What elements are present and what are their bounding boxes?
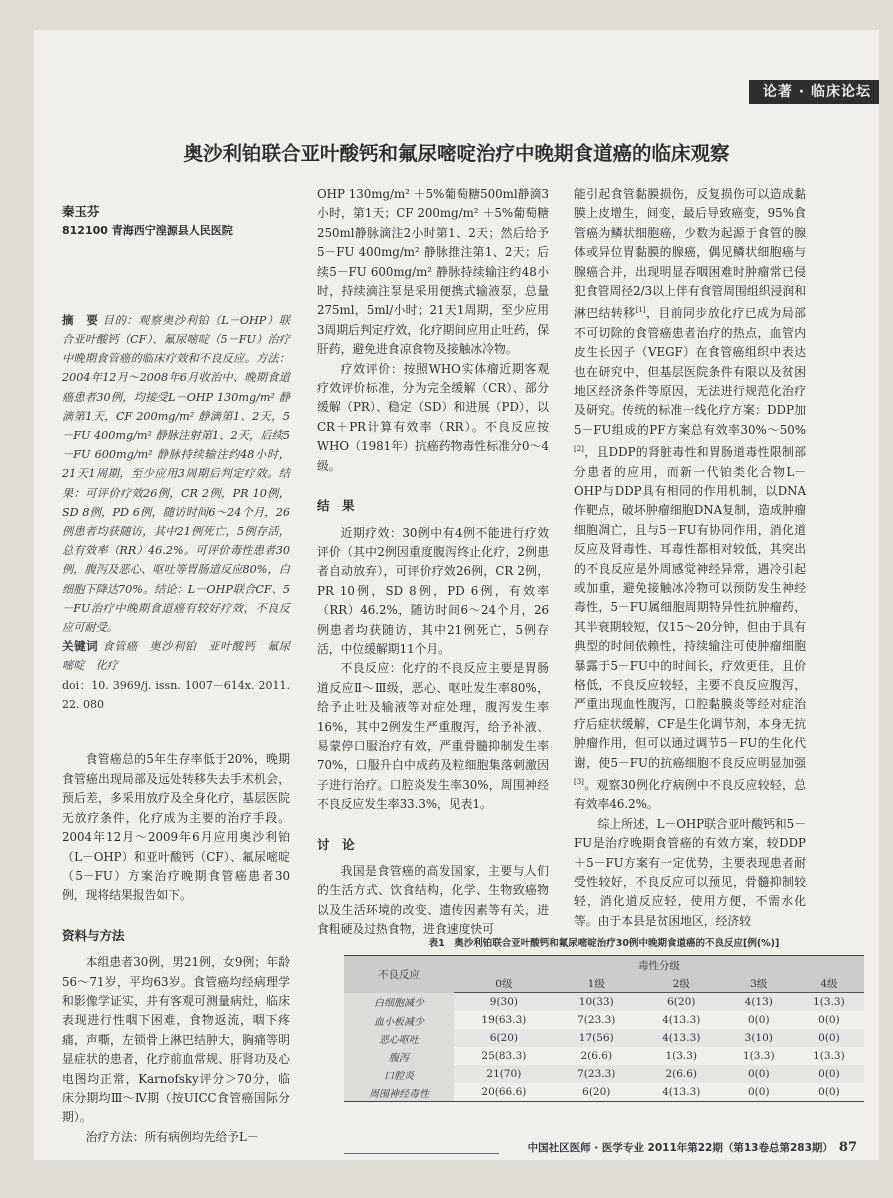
table-cell: 3(10) [724, 1029, 794, 1047]
citation-3: [3] [574, 778, 584, 787]
table-cell: 0(0) [818, 1014, 840, 1026]
keywords-label: 关键词 [62, 639, 99, 654]
discussion-paragraph-1: 我国是食管癌的高发国家，主要与人们的生活方式、饮食结构，化学、生物致癌物以及生活环境的改变、遗传因素等有关，进食粗硬及过热食物，进食速度快可 [317, 864, 549, 937]
table-row [344, 1011, 864, 1029]
table-cell: 17(56) [554, 1029, 639, 1047]
table-row [344, 1047, 864, 1065]
table-cell: 21(70) [454, 1065, 554, 1083]
table-cell: 0(0) [724, 1065, 794, 1083]
table-cell: 0(0) [794, 1065, 864, 1083]
results-paragraph-1: 近期疗效：30例中有4例不能进行疗效评价（其中2例因重度腹泻终止化疗，2例患者自动放弃），可评价疗效26例，CR 2例，PR 10例，SD 8例，PD 6例，有效率（RR）46.2%，随访时间6～24个月，26例患者均获随访，其中21例死亡，5例存活，中位缓解期11个月。 [317, 525, 549, 656]
discussion-paragraph-3: 综上所述，L－OHP联合亚叶酸钙和5－FU是治疗晚期食管癌的有效方案，较DDP＋5－FU方案有一定优势，主要表现患者耐受性较好，不良反应可以预见，骨髓抑制较轻，消化道反应轻，使用方便，不需水化等。由于本县是贫困地区，经济较 [574, 816, 806, 928]
grade-header: 0级 [454, 974, 554, 993]
table-row-label: 腹泻 [344, 1047, 454, 1065]
discussion-heading: 讨 论 [317, 836, 355, 852]
table-cell: 20(66.6) [454, 1083, 554, 1102]
journal-name: 中国社区医师 · 医学专业 2011年第22期（第13卷总第283期） [527, 1142, 833, 1154]
citation-1: [1] [635, 306, 646, 315]
left-column [62, 202, 290, 1147]
table-cell: 0(0) [724, 1083, 794, 1102]
article-title: 奥沙利铂联合亚叶酸钙和氟尿嘧啶治疗中晚期食道癌的临床观察 [183, 142, 730, 165]
table-cell: 1(3.3) [742, 1050, 775, 1062]
results-heading: 结 果 [317, 498, 355, 514]
table-cell: 7(23.3) [577, 1014, 616, 1026]
table-cell: 2(6.6) [639, 1065, 724, 1083]
table-cell: 6(20) [454, 1029, 554, 1047]
table-cell: 4(13.3) [639, 1029, 724, 1047]
methods-heading: 资料与方法 [62, 927, 125, 943]
table-caption: 表1 奥沙利铂联合亚叶酸钙和氟尿嘧啶治疗30例中晚期食道癌的不良反应[例(%)] [428, 938, 780, 949]
grade-header: 4级 [794, 974, 864, 993]
table-cell: 4(13.3) [662, 1014, 701, 1026]
right-column [574, 185, 806, 931]
page-footer [528, 1140, 857, 1155]
table-row-label: 血小板减少 [344, 1011, 454, 1029]
table-cell: 9(30) [454, 993, 554, 1012]
results-paragraph-2: 不良反应：化疗的不良反应主要是胃肠道反应Ⅱ～Ⅲ级，恶心、呕吐发生率80%，给予止吐及输液等对症处理，腹泻发生率16%，其中2例发生严重腹泻，给予补液、易蒙停口服治疗有效，严重骨髓抑制发生率70%，口服升白中成药及粒细胞集落刺激因子进行治疗。口腔炎发生率30%，周围神经不良反应发生率33.3%，见表1。 [317, 661, 549, 812]
intro-paragraph: 食管癌总的5年生存率低于20%，晚期食管癌出现局部及远处转移失去手术机会，预后差，多采用放疗及全身化疗，基层医院无放疗条件，化疗成为主要的治疗手段。2004年12月～2009年6月应用奥沙利铂（L－OHP）和亚叶酸钙（CF）、氟尿嘧啶（5－FU）方案治疗晚期食管癌患者30例，现将结果报告如下。 [62, 752, 290, 903]
table-cell: 4(13) [724, 993, 794, 1012]
methods-paragraph-1: 本组患者30例，男21例，女9例；年龄56～71岁，平均63岁。食管癌均经病理学和影像学证实，并有客观可测量病灶，临床表现进行性咽下困难，食物返流，咽下疼痛，声嘶，左锁骨上淋巴结肿大，胸痛等明显症状的患者，化疗前血常规、肝肾功及心电图均正常，Karnofsky评分＞70分，临床分期均Ⅲ～Ⅳ期（按UICC食管癌国际分期）。 [62, 955, 290, 1125]
table-row-label: 恶心呕吐 [344, 1029, 454, 1047]
table-cell: 0(0) [794, 1029, 864, 1047]
table-cell: 1(3.3) [813, 1050, 845, 1062]
table-cell: 25(83.3) [481, 1050, 527, 1062]
table-cell: 0(0) [794, 1083, 864, 1102]
methods-paragraph-3: 疗效评价：按照WHO实体瘤近期客观疗效评价标准，分为完全缓解（CR）、部分缓解（PR）、稳定（SD）和进展（PD），以CR＋PR计算有效率（RR）。不良反应按WHO（1981年）抗癌药物毒性标准分0～4级。 [317, 361, 549, 473]
abstract [62, 311, 290, 637]
abstract-text: 目的：观察奥沙利铂（L－OHP）联合亚叶酸钙（CF）、氟尿嘧啶（5－FU）治疗中晚期食管癌的临床疗效和不良反应。方法：2004年12月～2008年6月收治中、晚期食道癌患者30例，均接受L－OHP 130mg/m² 静滴第1天，CF 200mg/m² 静滴第1、2天，5－FU 400mg/m² 静脉注射第1、2天，后续5－FU 600mg/m² 静脉持续输注约48小时，21天1周期，至少应用3周期后判定疗效。结果：可评价疗效26例，CR 2例，PR 10例，SD 8例，PD 6例，随访时间6～24个月，26例患者均获随访，其中21例死亡，5例存活，总有效率（RR）46.2%。可评价毒性患者30例，腹泻及恶心、呕吐等胃肠道反应80%，白细胞下降达70%。结论：L－OHP联合CF、5－FU治疗中晚期食道癌有较好疗效，不良反应可耐受。 [62, 313, 291, 635]
footer-rule [344, 1153, 499, 1154]
grade-header: 3级 [724, 974, 794, 993]
keywords-text: 食管癌 奥沙利铂 亚叶酸钙 氟尿嘧啶 化疗 [62, 640, 290, 673]
table-cell: 0(0) [748, 1014, 770, 1026]
methods-paragraph-2-start: 治疗方法：所有病例均先给予L－ [85, 1129, 259, 1144]
table-row [344, 1065, 864, 1083]
section-tag: 论著 · 临床论坛 [749, 80, 879, 104]
table-row [344, 1083, 864, 1102]
table-cell: 1(3.3) [665, 1050, 698, 1062]
table-cell: 2(6.6) [580, 1050, 613, 1062]
abstract-label: 摘 要 [62, 312, 99, 327]
table-body [344, 993, 864, 1102]
citation-2: [2] [574, 445, 584, 454]
table-row-label: 口腔炎 [344, 1065, 454, 1083]
middle-column [317, 185, 549, 940]
grade-header: 2级 [639, 974, 724, 993]
table-row-label: 周围神经毒性 [344, 1083, 454, 1102]
grade-header: 1级 [554, 974, 639, 993]
author-affiliation: 812100 青海西宁湟源县人民医院 [62, 224, 233, 238]
journal-page [34, 30, 879, 1160]
table-cell: 4(13.3) [639, 1083, 724, 1102]
table-cell: 7(23.3) [554, 1065, 639, 1083]
adverse-reactions-table [344, 955, 864, 1102]
table-row-header: 不良反应 [344, 956, 454, 993]
table-group-header: 毒性分级 [454, 956, 864, 975]
table-cell: 1(3.3) [794, 993, 864, 1012]
table-row [344, 993, 864, 1012]
discussion-paragraph-1-cont: 能引起食管黏膜损伤，反复损伤可以造成黏膜上皮增生，间变，最后导致癌变，95%食管癌为鳞状细胞癌，少数为起源于食管的腺体或异位胃黏膜的腺癌，偶见鳞状细胞癌与腺癌合并，出现明显吞咽困难时肿瘤常已侵犯食管周径2/3以上伴有食管周围组织浸润和淋巴结转移[1]，目前同步放化疗已成为局部不可切除的食管癌患者治疗的热点，血管内皮生长因子（VEGF）在食管癌组织中表达也在研究中，但基层医院条件有限以及贫困地区经济条件等原因，无法进行规范化治疗及研究。传统的标准一线化疗方案：DDP加5－FU组成的PF方案总有效率30%～50%[2]，且DDP的肾脏毒性和胃肠道毒性限制部分患者的应用，而新一代铂类化合物L－OHP与DDP具有相同的作用机制，以DNA作靶点，破坏肿瘤细胞DNA复制，造成肿瘤细胞凋亡，且与5－FU有协同作用，消化道反应及肾毒性、耳毒性都相对较低，其突出的不良反应是外周感觉神经异常，遇冷引起或加重，避免接触冰冷物可以预防发生神经毒性，5－FU属细胞周期特异性抗肿瘤药，其半衰期较短，仅15～20分钟，但由于具有典型的时间依赖性，持续输注可使肿瘤细胞暴露于5－FU中的时间长，疗效更佳，且价格低，不良反应较轻，主要不良反应腹泻，严重出现血性腹泻，口腔黏膜炎等经对症治疗后症状缓解，CF是生化调节剂，本身无抗肿瘤作用，但可以通过调节5－FU的生化代谢，使5－FU的抗癌细胞不良反应明显加强[3]。观察30例化疗病例中不良反应较轻，总有效率46.2%。 [574, 187, 806, 812]
table-cell: 10(33) [554, 993, 639, 1012]
doi: doi：10. 3969/j. issn. 1007－614x. 2011. 22. 080 [62, 678, 290, 712]
author-name: 秦玉芬 [62, 204, 100, 219]
page-number: 87 [838, 1140, 857, 1155]
table-cell: 6(20) [639, 993, 724, 1012]
table-row [344, 1029, 864, 1047]
methods-paragraph-2-cont: OHP 130mg/m² ＋5%葡萄糖500ml静滴3小时，第1天；CF 200mg/m² ＋5%葡萄糖250ml静脉滴注2小时第1、2天；然后给予5－FU 400mg/m² 静脉推注第1、2天；后续5－FU 600mg/m² 静脉持续输注约48小时，持续滴注泵是采用便携式输液泵，总量275ml，5ml/小时；21天1周期，至少应用3周期后判定疗效，化疗期间应用止吐药，保肝药，避免进食凉食物及接触冰冷物。 [317, 187, 549, 357]
keywords [62, 637, 290, 675]
table-row-label: 白细胞减少 [344, 993, 454, 1012]
table-cell: 19(63.3) [481, 1014, 527, 1026]
table-cell: 6(20) [554, 1083, 639, 1102]
